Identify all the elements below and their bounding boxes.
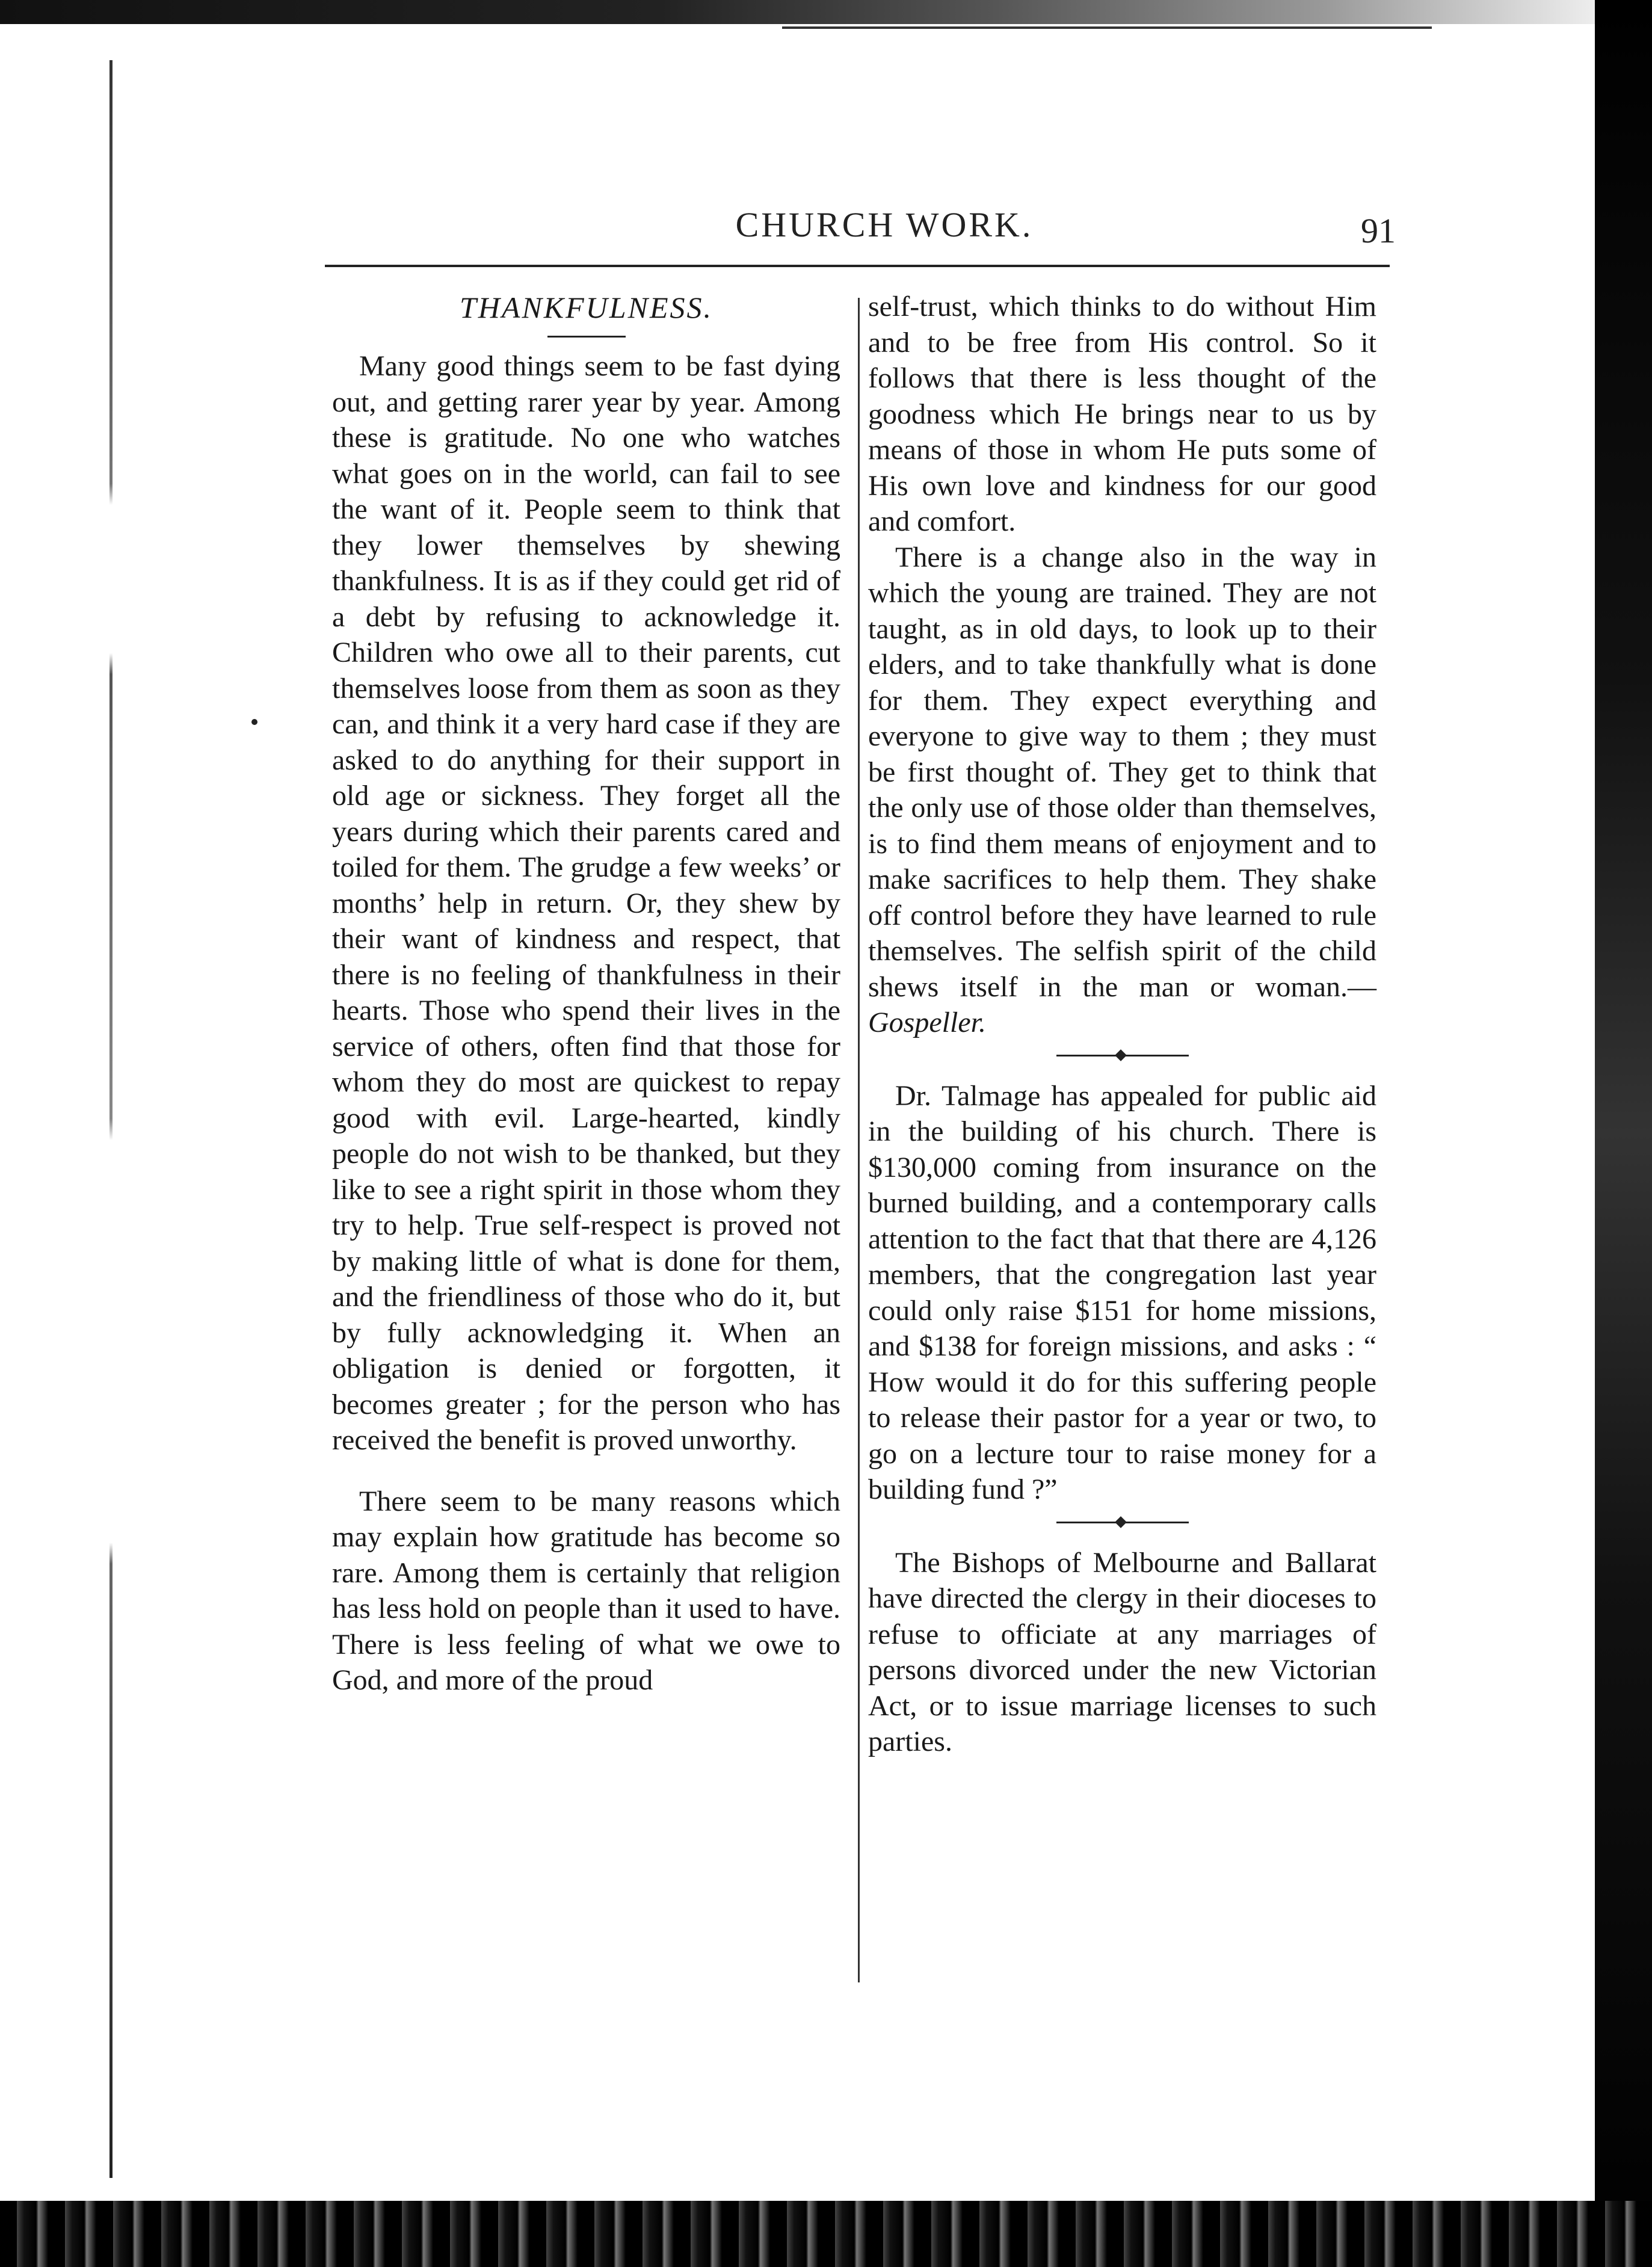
paragraph: There seem to be many reasons which may explain how gratitude has become so rare. Among them is certainly that religion has less hold on people than it used to have. There is less feeling of what we owe to God, and more of the proud xyxy=(332,1485,840,1696)
title-dash xyxy=(547,336,626,338)
right-column xyxy=(868,289,1376,1760)
column-divider xyxy=(858,298,860,1982)
running-head: CHURCH WORK. xyxy=(735,205,1034,244)
scan-edge-top-line xyxy=(782,26,1432,29)
header-rule xyxy=(325,265,1390,267)
paragraph: Many good things seem to be fast dying out, and getting rarer year by year. Among these is gratitude. No one who watches what goes on in the world, can fail to see the want of it. People seem to think that they lower themselves by shewing thankfulness. It is as if they could get rid of a debt by refusing to acknowledge it. Children who owe all to their parents, cut themselves loose from them as soon as they can, and think it a very hard case if they are asked to do anything for their support in old age or sickness. They forget all the years during which their parents cared and toiled for them. The grudge a few weeks’ or months’ help in return. Or, they shew by their want of kindness and respect, that there is no feeling of thankfulness in their hearts. Those who spend their lives in the service of others, often find that those for whom they do most are quickest to repay good with evil. Large-hearted, kindly people do not wish to be thanked, but they like to see a right spirit in those whom they try to help. True self-respect is proved not by making little of what is done for them, and the friendliness of those who do it, but by fully acknowledging it. When an obligation is denied or forgotten, it becomes greater ; for the person who has received the benefit is proved unworthy. xyxy=(332,350,840,1456)
section-ornament xyxy=(1056,1049,1189,1061)
section-ornament xyxy=(1056,1516,1189,1528)
scan-edge-right xyxy=(1595,0,1652,2267)
paragraph-text: There is a change also in the way in which the young are trained. They are not taught, as in old days, to look up to their elders, and to take thankfully what is done for them. They expect everything and everyone to give way to them ; they must be first thought of. They get to think that the only use of those older than themselves, is to find them means of enjoyment and to make sacrifices to help them. They shake off control before they have learned to rule themselves. The selfish spirit of the child shews itself in the man or woman.— xyxy=(868,541,1376,1003)
scan-edge-bottom xyxy=(0,2201,1652,2267)
paragraph xyxy=(868,540,1376,1041)
article-title: THANKFULNESS. xyxy=(459,291,713,324)
left-column xyxy=(332,289,840,1698)
scan-edge-left xyxy=(109,60,112,2178)
paragraph: The Bishops of Melbourne and Ballarat have directed the clergy in their dioceses to refuse to officiate at any marriages of persons divorced under the new Victorian Act, or to issue marriage licenses to such parties. xyxy=(868,1546,1376,1757)
paragraph: Dr. Talmage has appealed for public aid in the building of his church. There is $130,000 coming from insurance on the burned building, and a contemporary calls attention to the fact that that there are 4,126 members, that the congregation last year could only raise $151 for home missions, and $138 for foreign missions, and asks : “ How would it do for this suffering people to release their pastor for a year or two, to go on a lecture tour to raise money for a building fund ?” xyxy=(868,1079,1376,1505)
scan-edge-top xyxy=(0,0,1652,24)
page-number: 91 xyxy=(1361,211,1396,250)
stray-dot xyxy=(251,719,257,725)
paragraph: self-trust, which thinks to do without Him and to be free from His control. So it follows that there is less thought of the goodness which He brings near to us by means of those in whom He puts some of His own love and kindness for our good and comfort. xyxy=(868,291,1376,537)
attribution: Gospeller. xyxy=(868,1007,986,1038)
